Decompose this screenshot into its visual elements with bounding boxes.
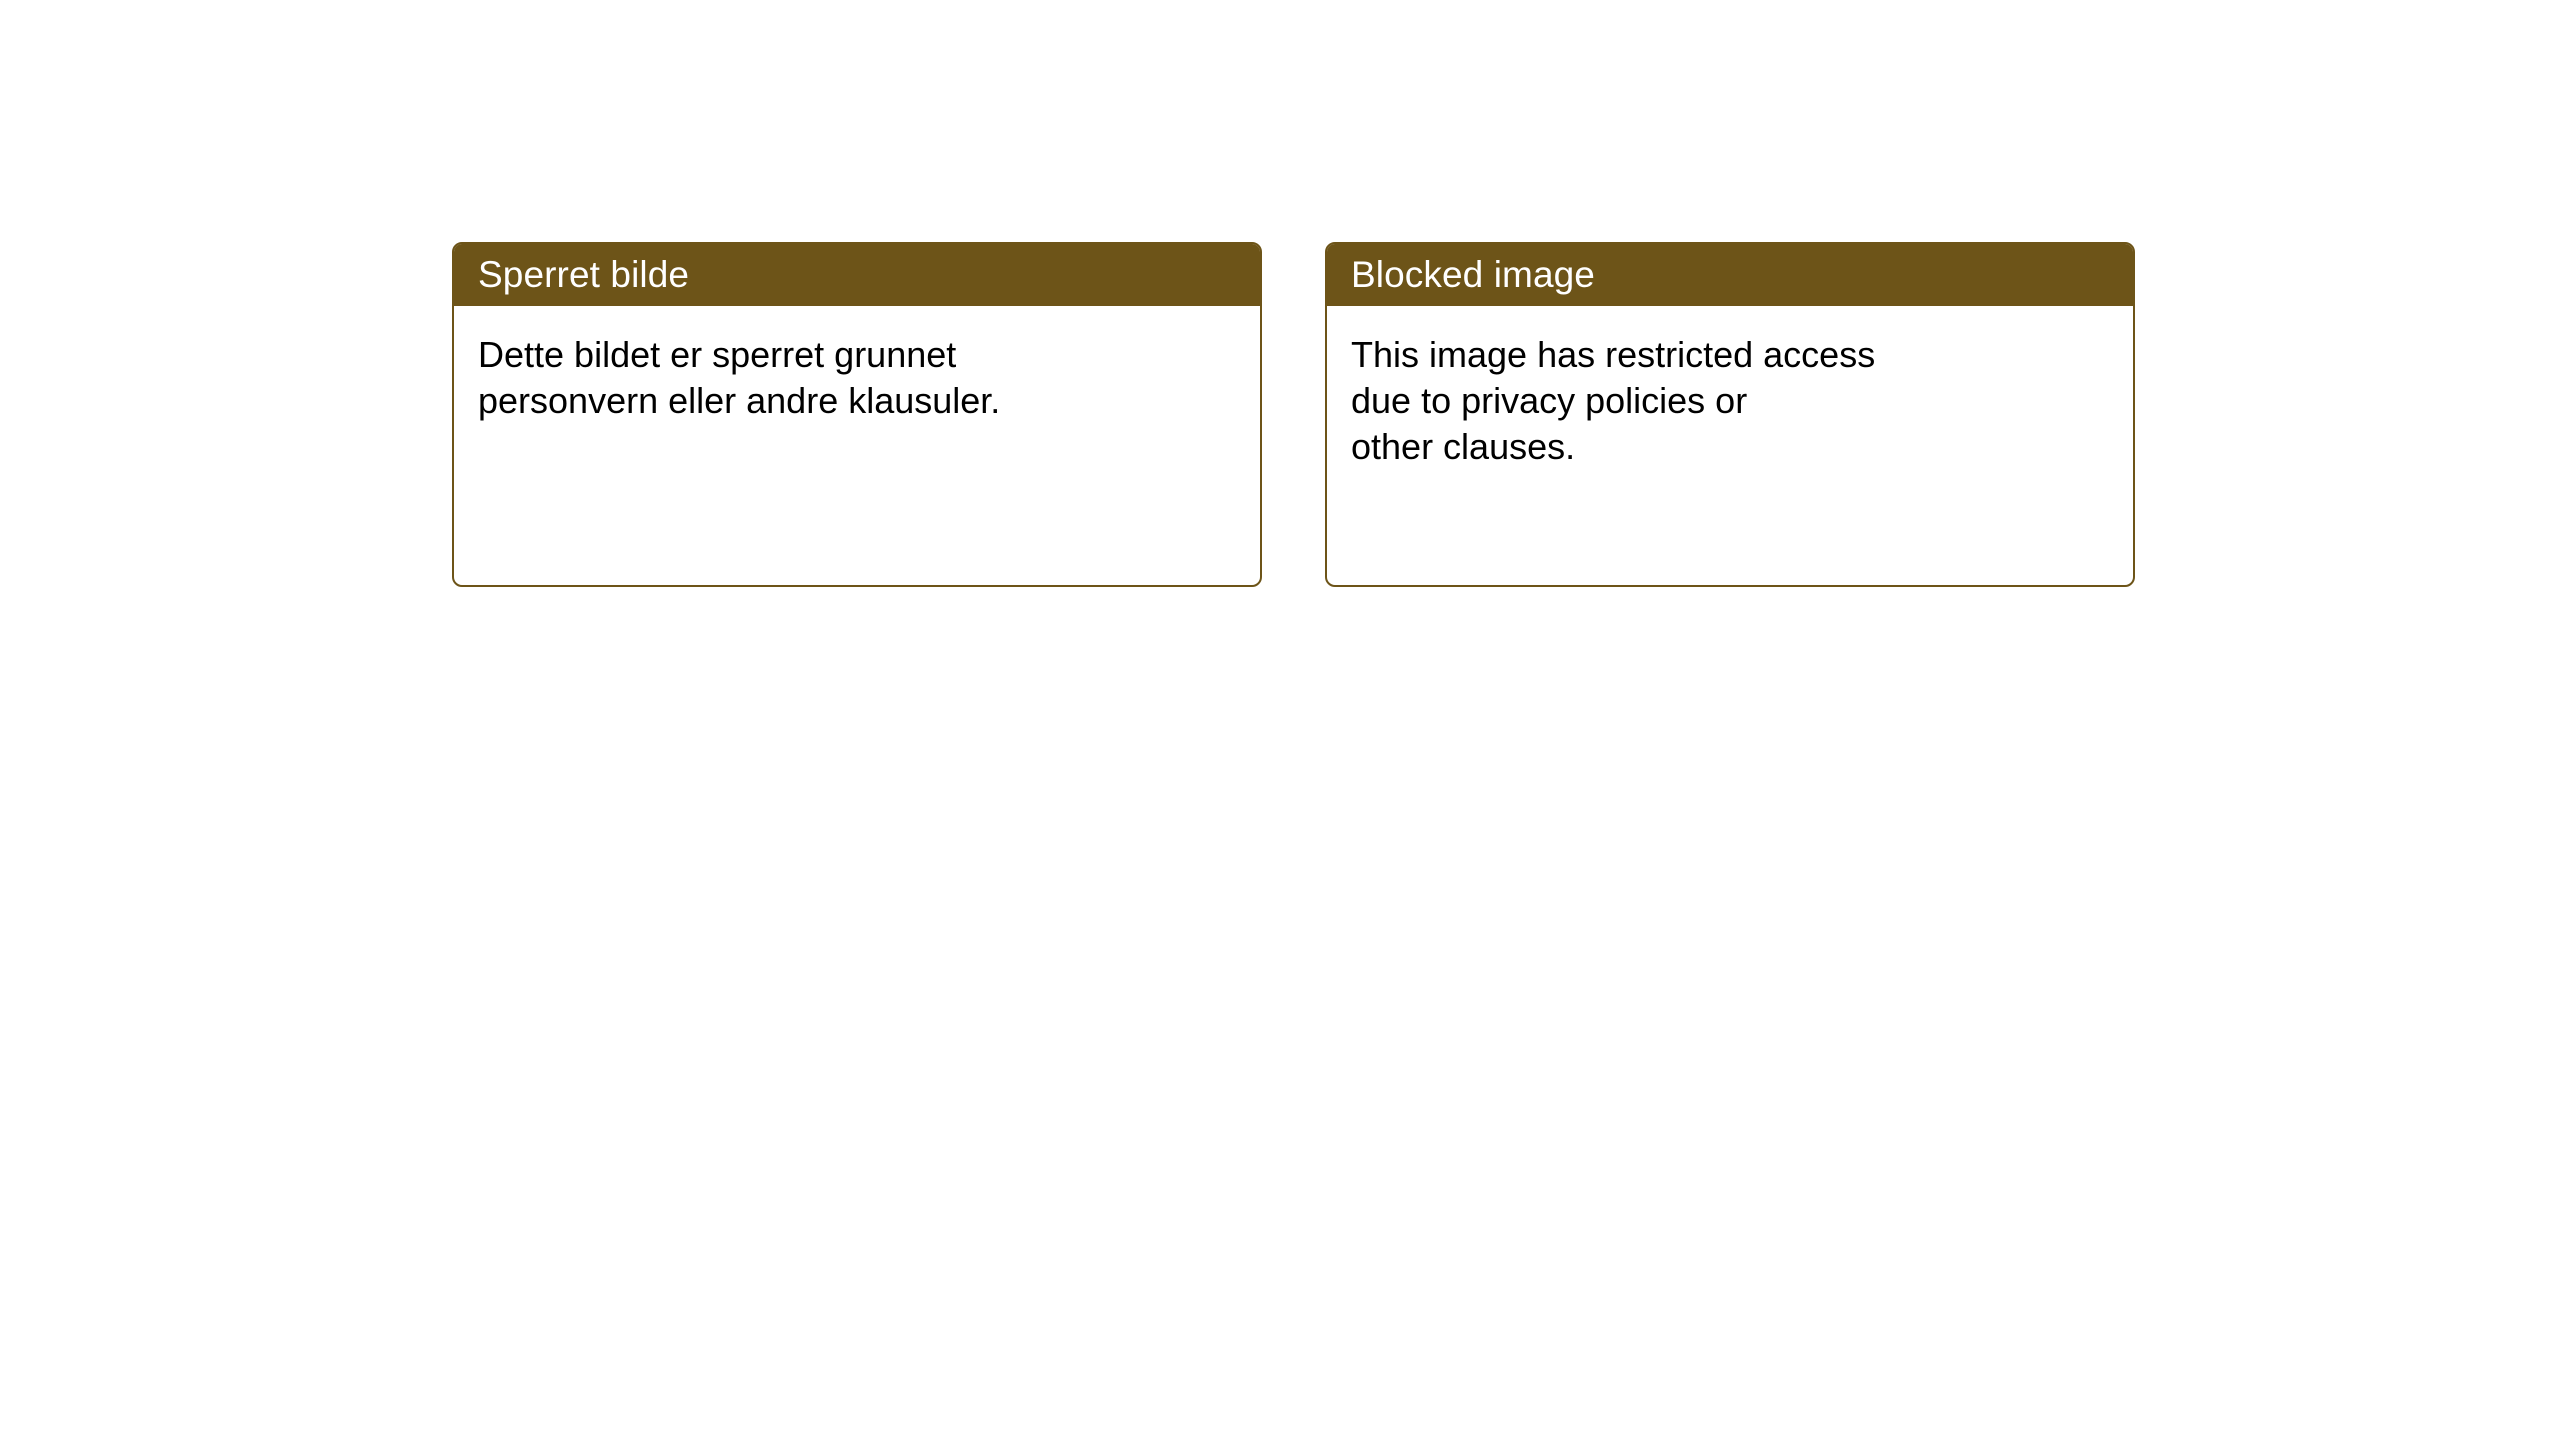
blocked-image-notice-group	[452, 242, 2135, 587]
blocked-image-notice-card-english	[1325, 242, 2135, 587]
blocked-image-notice-card-norwegian	[452, 242, 1262, 587]
notice-card-message-line: personvern eller andre klausuler.	[478, 380, 1001, 422]
notice-card-message-english	[1351, 332, 2109, 470]
notice-card-body-english	[1327, 306, 2133, 470]
notice-card-title-english: Blocked image	[1351, 253, 1595, 295]
notice-card-message-line: This image has restricted access	[1351, 334, 1876, 375]
notice-card-header-english	[1327, 244, 2133, 306]
notice-card-message-line: other clauses.	[1351, 426, 1576, 468]
notice-card-body-norwegian	[454, 306, 1260, 424]
notice-card-title-norwegian: Sperret bilde	[478, 253, 690, 295]
notice-card-message-line: due to privacy policies or	[1351, 380, 1748, 422]
notice-card-header-norwegian	[454, 244, 1260, 306]
notice-card-message-line: Dette bildet er sperret grunnet	[478, 334, 957, 375]
notice-card-message-norwegian	[478, 332, 1236, 424]
